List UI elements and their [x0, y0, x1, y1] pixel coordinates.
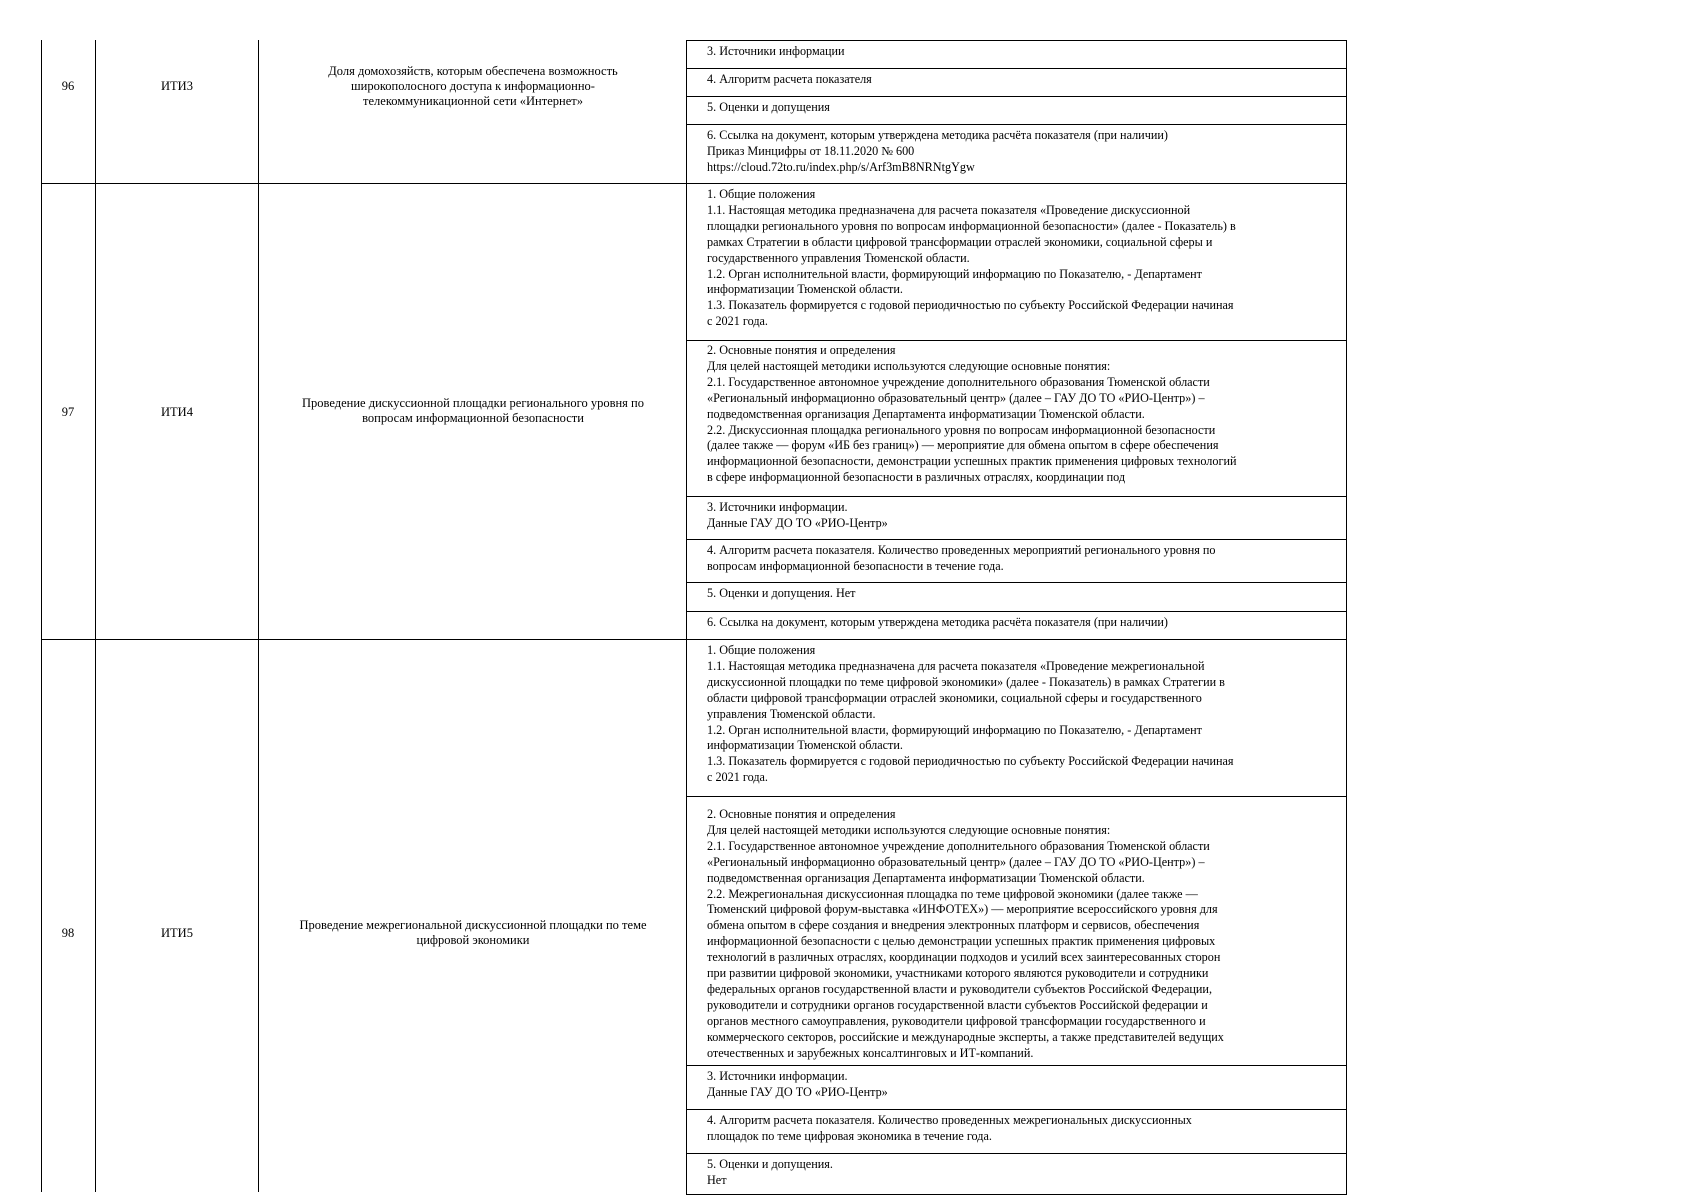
methodology-section-sources [686, 40, 1347, 69]
section-line: 3. Источники информации [707, 44, 845, 58]
methodology-section-document-link [686, 611, 1347, 640]
indicator-code: ИТИ4 [161, 405, 193, 419]
indicator-name-line: широкополосного доступа к информационно- [351, 79, 595, 93]
section-line: технологий в различных отраслях, координации подходов и усилий всех заинтересованных сторон [707, 950, 1221, 965]
indicator-code: ИТИ3 [161, 79, 193, 93]
section-line: 4. Алгоритм расчета показателя. Количество проведенных межрегиональных дискуссионных [707, 1113, 1192, 1127]
section-line: Для целей настоящей методики используются следующие основные понятия: [707, 358, 1111, 373]
section-line: 5. Оценки и допущения. [707, 1157, 833, 1171]
section-line: Приказ Минцифры от 18.11.2020 № 600 [707, 143, 915, 158]
section-line: 2.2. Межрегиональная дискуссионная площадка по теме цифровой экономики (далее также — [707, 886, 1198, 901]
section-line: в сфере информационной безопасности в различных отраслях, координации под [707, 470, 1126, 485]
methodology-section-algorithm [686, 539, 1347, 583]
row-number: 97 [61, 405, 75, 419]
section-line: при развитии цифровой экономики, участниками которого являются руководители и сотрудники [707, 966, 1209, 981]
section-line: органов местного самоуправления, руководители цифровой трансформации государственного и [707, 1013, 1206, 1028]
section-line: Для целей настоящей методики используются следующие основные понятия: [707, 822, 1111, 837]
section-line: 6. Ссылка на документ, которым утверждена методика расчёта показателя (при наличии) [707, 128, 1168, 142]
section-line: 3. Источники информации. [707, 1069, 848, 1083]
section-line: рамках Стратегии в области цифровой трансформации отраслей экономики, социальной сферы и [707, 234, 1213, 249]
section-line: 1.3. Показатель формируется с годовой периодичностью по субъекту Российской Федерации начиная [707, 754, 1234, 769]
section-line: федеральных органов государственной власти и руководители субъектов Российской Федерации, [707, 981, 1213, 996]
indicator-name [262, 64, 684, 109]
methodology-section-estimates [686, 582, 1347, 612]
section-line: 1.1. Настоящая методика предназначена для расчета показателя «Проведение дискуссионной [707, 202, 1191, 217]
section-line: 4. Алгоритм расчета показателя [707, 72, 872, 86]
table-left-border [41, 40, 42, 1192]
section-line: обмена опытом в сфере создания и внедрения электронных платформ и сервисов, обеспечения [707, 918, 1200, 933]
section-line: 2. Основные понятия и определения [707, 807, 896, 821]
section-line: с 2021 года. [707, 770, 768, 785]
indicator-name-line: телекоммуникационной сети «Интернет» [363, 94, 583, 108]
methodology-section-estimates [686, 1153, 1347, 1195]
section-line: 6. Ссылка на документ, которым утверждена методика расчёта показателя (при наличии) [707, 615, 1168, 629]
section-line: подведомственная организация Департамента информатизации Тюменской области. [707, 870, 1145, 885]
section-line: 1.1. Настоящая методика предназначена для расчета показателя «Проведение межрегиональной [707, 658, 1205, 673]
section-line: 1. Общие положения [707, 643, 816, 657]
section-line: с 2021 года. [707, 314, 768, 329]
section-line: государственного управления Тюменской области. [707, 250, 970, 265]
section-line: отечественных и зарубежных консалтинговых и ИТ-компаний. [707, 1045, 1034, 1060]
section-line: подведомственная организация Департамента информатизации Тюменской области. [707, 406, 1145, 421]
row-divider-96-97 [41, 183, 686, 184]
row-divider-97-98 [41, 639, 686, 640]
methodology-section-general [686, 183, 1347, 341]
section-line: 5. Оценки и допущения [707, 100, 830, 114]
methodology-section-definitions [686, 340, 1347, 497]
section-line: Тюменский цифровой форум-выставка «ИНФОТЕХ») — мероприятие всероссийского уровня для [707, 902, 1218, 917]
section-line: 2.2. Дискуссионная площадка регионального уровня по вопросам информационной безопасности [707, 422, 1216, 437]
section-line: 4. Алгоритм расчета показателя. Количество проведенных мероприятий регионального уровня по [707, 543, 1216, 557]
indicator-name-line: вопросам информационной безопасности [362, 411, 584, 425]
section-line: 1.2. Орган исполнительной власти, формирующий информацию по Показателю, - Департамент [707, 266, 1202, 281]
section-line: площадки регионального уровня по вопросам информационной безопасности» (далее - Показатель) в [707, 218, 1236, 233]
column-divider-number [95, 40, 96, 1192]
indicator-name-line: Проведение дискуссионной площадки регионального уровня по [302, 396, 644, 410]
section-line: Нет [707, 1172, 727, 1187]
indicator-name [262, 396, 684, 426]
methodology-section-algorithm [686, 1109, 1347, 1154]
methodology-section-general [686, 639, 1347, 797]
methodology-section-algorithm [686, 68, 1347, 97]
section-line: Данные ГАУ ДО ТО «РИО-Центр» [707, 515, 888, 530]
section-line: площадок по теме цифровая экономика в течение года. [707, 1128, 992, 1143]
column-divider-code [258, 40, 259, 1192]
section-line: (далее также — форум «ИБ без границ») — мероприятие для обмена опытом в сфере обеспечения [707, 438, 1219, 453]
section-line: управления Тюменской области. [707, 706, 876, 721]
section-line: вопросам информационной безопасности в течение года. [707, 558, 1004, 573]
indicator-name-line: Проведение межрегиональной дискуссионной площадки по теме [299, 918, 647, 932]
section-line: «Региональный информационно образовательный центр» (далее – ГАУ ДО ТО «РИО-Центр») – [707, 854, 1205, 869]
document-url: https://cloud.72to.ru/index.php/s/Arf3mB8NRNtgYgw [707, 159, 975, 174]
section-line: информационной безопасности с целью демонстрации успешных практик применения цифровых [707, 934, 1216, 949]
indicator-name-line: цифровой экономики [416, 933, 530, 947]
indicator-name-line: Доля домохозяйств, которым обеспечена возможность [328, 64, 618, 78]
methodology-section-estimates [686, 96, 1347, 125]
section-line: коммерческого секторов, российские и международные эксперты, а также представителей ведущих [707, 1029, 1224, 1044]
section-line: области цифровой трансформации отраслей экономики, социальной сферы и государственного [707, 690, 1202, 705]
methodology-section-document-link [686, 124, 1347, 184]
section-line: Данные ГАУ ДО ТО «РИО-Центр» [707, 1084, 888, 1099]
row-number: 96 [61, 79, 75, 93]
section-line: информатизации Тюменской области. [707, 282, 903, 297]
section-line: «Региональный информационно образовательный центр» (далее – ГАУ ДО ТО «РИО-Центр») – [707, 390, 1205, 405]
methodology-section-definitions [686, 796, 1347, 1066]
section-line: руководители и сотрудники органов государственной власти субъектов Российской федерации и [707, 997, 1208, 1012]
section-line: 1.2. Орган исполнительной власти, формирующий информацию по Показателю, - Департамент [707, 722, 1202, 737]
section-line: 3. Источники информации. [707, 500, 848, 514]
section-line: информационной безопасности, демонстрации успешных практик применения цифровых технологий [707, 454, 1237, 469]
section-line: 2.1. Государственное автономное учреждение дополнительного образования Тюменской области [707, 374, 1210, 389]
section-line: 5. Оценки и допущения. Нет [707, 586, 856, 600]
section-line: 1.3. Показатель формируется с годовой периодичностью по субъекту Российской Федерации начиная [707, 298, 1234, 313]
section-line: 2. Основные понятия и определения [707, 343, 896, 357]
methodology-section-sources [686, 496, 1347, 540]
methodology-section-sources [686, 1065, 1347, 1110]
indicator-code: ИТИ5 [161, 926, 193, 940]
section-line: информатизации Тюменской области. [707, 738, 903, 753]
indicator-name [262, 918, 684, 948]
section-line: 1. Общие положения [707, 187, 816, 201]
row-number: 98 [61, 926, 75, 940]
section-line: 2.1. Государственное автономное учреждение дополнительного образования Тюменской области [707, 838, 1210, 853]
section-line: дискуссионной площадки по теме цифровой экономики» (далее - Показатель) в рамках Стратегии в [707, 674, 1225, 689]
